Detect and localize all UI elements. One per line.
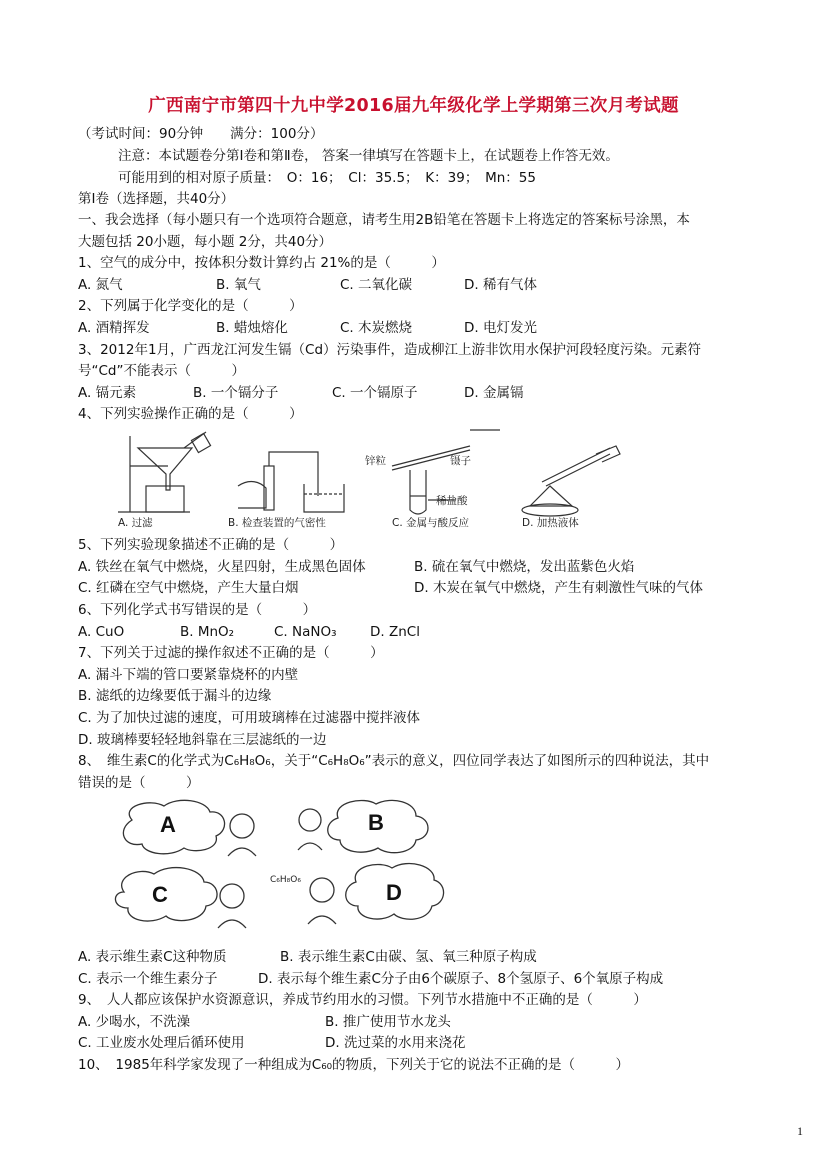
q7-option-a: A. 漏斗下端的管口要紧靠烧杯的内壁 (78, 667, 299, 683)
op-caption-a: A. 过滤 (118, 517, 153, 529)
question-9-stem: 9、 人人都应该保护水资源意识，养成节约用水的习惯。下列节水措施中不正确的是（ ） (78, 992, 647, 1008)
bubble-letter-d: D (386, 880, 402, 905)
question-8-stem-cont: 错误的是（ ） (78, 775, 200, 791)
zinc-label: 锌粒 (365, 455, 386, 467)
part1-heading: 第Ⅰ卷（选择题，共40分） (78, 191, 235, 207)
question-1-stem: 1、空气的成分中，按体积分数计算约占 21%的是（ ） (78, 255, 445, 271)
lab-operations-figure (110, 426, 650, 532)
question-7-stem: 7、下列关于过滤的操作叙述不正确的是（ ） (78, 645, 384, 661)
q8-option-a: A. 表示维生素C这种物质 (78, 949, 227, 965)
question-8-stem: 8、 维生素C的化学式为C₆H₈O₆，关于“C₆H₈O₆”表示的意义，四位同学表达了如图所示的四种说法，其中 (78, 753, 710, 769)
q9-option-a: A. 少喝水，不洗澡 (78, 1014, 191, 1030)
section-instruction-cont: 大题包括 20小题，每小题 2分，共40分） (78, 234, 333, 250)
figure-formula: C₆H₈O₆ (270, 875, 301, 885)
q8-option-d: D. 表示每个维生素C分子由6个碳原子、8个氢原子、6个氧原子构成 (258, 971, 664, 987)
q3-option-a: A. 镉元素 (78, 385, 137, 401)
q3-option-b: B. 一个镉分子 (193, 385, 279, 401)
student-bubbles-figure (110, 796, 450, 936)
q7-option-c: C. 为了加快过滤的速度，可用玻璃棒在过滤器中搅拌液体 (78, 710, 421, 726)
page-number: 1 (797, 1124, 803, 1138)
q2-option-b: B. 蜡烛熔化 (216, 320, 288, 336)
question-10-stem: 10、 1985年科学家发现了一种组成为C₆₀的物质，下列关于它的说法不正确的是（ ） (78, 1057, 630, 1073)
page-title: 广西南宁市第四十九中学2016届九年级化学上学期第三次月考试题 (148, 96, 679, 116)
q5-option-b: B. 硫在氧气中燃烧，发出蓝紫色火焰 (414, 559, 635, 575)
q6-option-d: D. ZnCl (370, 624, 420, 640)
q9-option-b: B. 推广使用节水龙头 (325, 1014, 451, 1030)
hcl-label: 稀盐酸 (436, 495, 468, 507)
op-caption-d: D. 加热液体 (522, 517, 579, 529)
notice-text: 注意：本试题卷分第Ⅰ卷和第Ⅱ卷， 答案一律填写在答题卡上，在试题卷上作答无效。 (118, 148, 619, 164)
q1-option-b: B. 氧气 (216, 277, 261, 293)
tweezers-label: 镊子 (450, 455, 471, 467)
q2-option-a: A. 酒精挥发 (78, 320, 150, 336)
q9-option-c: C. 工业废水处理后循环使用 (78, 1035, 245, 1051)
q5-option-d: D. 木炭在氧气中燃烧，产生有刺激性气味的气体 (414, 580, 703, 596)
bubble-letter-a: A (160, 812, 176, 837)
q1-option-d: D. 稀有气体 (464, 277, 537, 293)
op-caption-c: C. 金属与酸反应 (392, 517, 470, 529)
q6-option-a: A. CuO (78, 624, 125, 640)
bubble-letter-b: B (368, 810, 384, 835)
atomic-mass-info: 可能用到的相对原子质量： O：16； Cl：35.5； K：39； Mn：55 (118, 170, 536, 186)
q1-option-a: A. 氮气 (78, 277, 123, 293)
q3-option-c: C. 一个镉原子 (332, 385, 418, 401)
q5-option-a: A. 铁丝在氧气中燃烧，火星四射，生成黑色固体 (78, 559, 366, 575)
op-caption-b: B. 检查装置的气密性 (228, 517, 326, 529)
question-2-stem: 2、下列属于化学变化的是（ ） (78, 298, 303, 314)
q9-option-d: D. 洗过菜的水用来浇花 (325, 1035, 466, 1051)
q2-option-d: D. 电灯发光 (464, 320, 537, 336)
q7-option-d: D. 玻璃棒要轻轻地斜靠在三层滤纸的一边 (78, 732, 327, 748)
q5-option-c: C. 红磷在空气中燃烧，产生大量白烟 (78, 580, 299, 596)
question-6-stem: 6、下列化学式书写错误的是（ ） (78, 602, 317, 618)
exam-time-info: （考试时间：90分钟 满分：100分） (78, 126, 324, 142)
section-instruction: 一、我会选择（每小题只有一个选项符合题意，请考生用2B铅笔在答题卡上将选定的答案标号涂黑，本 (78, 212, 690, 228)
question-3-stem-cont: 号“Cd”不能表示（ ） (78, 363, 245, 379)
q8-option-b: B. 表示维生素C由碳、氢、氧三种原子构成 (280, 949, 537, 965)
q2-option-c: C. 木炭燃烧 (340, 320, 413, 336)
bubble-letter-c: C (152, 882, 168, 907)
q7-option-b: B. 滤纸的边缘要低于漏斗的边缘 (78, 688, 272, 704)
question-3-stem: 3、2012年1月，广西龙江河发生镉（Cd）污染事件，造成柳江上游非饮用水保护河段轻度污染。元素符 (78, 342, 702, 358)
question-5-stem: 5、下列实验现象描述不正确的是（ ） (78, 537, 344, 553)
q8-option-c: C. 表示一个维生素分子 (78, 971, 218, 987)
question-4-stem: 4、下列实验操作正确的是（ ） (78, 406, 303, 422)
q1-option-c: C. 二氧化碳 (340, 277, 413, 293)
q6-option-c: C. NaNO₃ (274, 624, 337, 640)
q3-option-d: D. 金属镉 (464, 385, 524, 401)
q6-option-b: B. MnO₂ (180, 624, 235, 640)
